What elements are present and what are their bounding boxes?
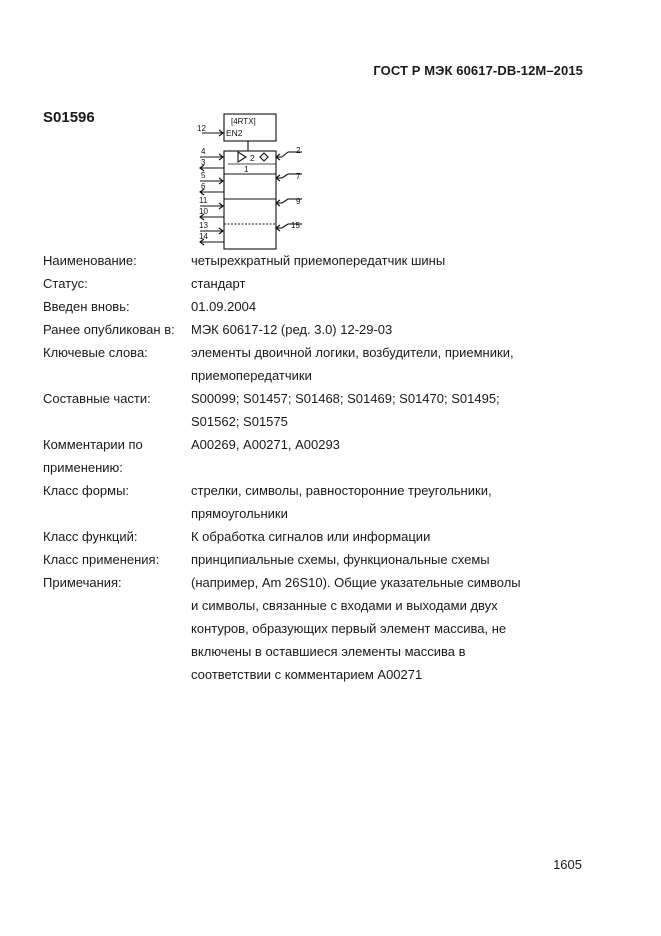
svg-text:6: 6 (201, 182, 206, 191)
three-state-diamond (260, 153, 268, 161)
field-label: Комментарии по (43, 437, 143, 452)
left-pins (199, 147, 224, 245)
driver-triangle (238, 152, 246, 162)
field-value: (например, Am 26S10). Общие указательные символы (191, 575, 521, 590)
field-label: Класс применения: (43, 552, 160, 567)
field-value: элементы двоичной логики, возбудители, приемники, (191, 345, 514, 360)
field-introduced (43, 295, 563, 318)
field-label: Статус: (43, 276, 88, 291)
field-value: К обработка сигналов или информации (191, 529, 431, 544)
receiver-label: 1 (244, 165, 249, 174)
svg-text:2: 2 (296, 146, 301, 155)
pin-label: 12 (197, 124, 206, 133)
field-keywords (43, 341, 563, 387)
field-label: Ключевые слова: (43, 345, 148, 360)
field-label: Наименование: (43, 253, 137, 268)
svg-text:14: 14 (199, 232, 208, 241)
field-label: Класс формы: (43, 483, 130, 498)
field-label: применению: (43, 460, 123, 475)
field-value: принципиальные схемы, функциональные схемы (191, 552, 490, 567)
field-status (43, 272, 563, 295)
field-components (43, 387, 563, 433)
symbol-code: S01596 (43, 109, 95, 126)
field-name (43, 249, 563, 272)
field-value: и символы, связанные с входами и выходами двух (191, 598, 498, 613)
driver-label: 2 (250, 153, 255, 163)
field-label: Составные части: (43, 391, 151, 406)
field-value: четырехкратный приемопередатчик шины (191, 253, 446, 268)
transceiver-symbol-diagram (190, 112, 306, 250)
document-header: ГОСТ Р МЭК 60617-DB-12M–2015 (373, 63, 583, 78)
field-application-class (43, 548, 563, 571)
field-value: стандарт (191, 276, 246, 291)
enable-label: EN2 (226, 128, 243, 138)
field-value: приемопередатчики (191, 368, 312, 383)
svg-text:9: 9 (296, 197, 301, 206)
field-previously-published (43, 318, 563, 341)
field-application-comments (43, 433, 563, 479)
svg-text:13: 13 (199, 221, 208, 230)
field-label: Класс функций: (43, 529, 138, 544)
field-shape-class (43, 479, 563, 525)
field-value: S01562; S01575 (191, 414, 288, 429)
field-value: S00099; S01457; S01468; S01469; S01470; S01495; (191, 391, 500, 406)
field-label: Примечания: (43, 575, 122, 590)
svg-text:15: 15 (291, 221, 300, 230)
right-pins (276, 146, 302, 231)
field-value: прямоугольники (191, 506, 288, 521)
field-value: соответствии с комментарием А00271 (191, 667, 423, 682)
field-function-class (43, 525, 563, 548)
field-label: Ранее опубликован в: (43, 322, 175, 337)
field-label: Введен вновь: (43, 299, 130, 314)
field-value: включены в оставшиеся элементы массива в (191, 644, 466, 659)
array-body (224, 151, 276, 249)
field-value: МЭК 60617-12 (ред. 3.0) 12-29-03 (191, 322, 393, 337)
control-block-label: [4RTX] (231, 117, 256, 126)
page-number: 1605 (553, 857, 582, 872)
field-value: А00269, А00271, А00293 (191, 437, 340, 452)
svg-text:3: 3 (201, 158, 206, 167)
svg-text:5: 5 (201, 171, 206, 180)
attribute-list (43, 249, 563, 686)
svg-text:4: 4 (201, 147, 206, 156)
svg-text:10: 10 (199, 207, 208, 216)
svg-text:11: 11 (199, 196, 208, 205)
field-value: 01.09.2004 (191, 299, 257, 314)
field-value: контуров, образующих первый элемент массива, не (191, 621, 507, 636)
svg-text:7: 7 (296, 172, 301, 181)
field-notes (43, 571, 563, 686)
field-value: стрелки, символы, равносторонние треугольники, (191, 483, 492, 498)
